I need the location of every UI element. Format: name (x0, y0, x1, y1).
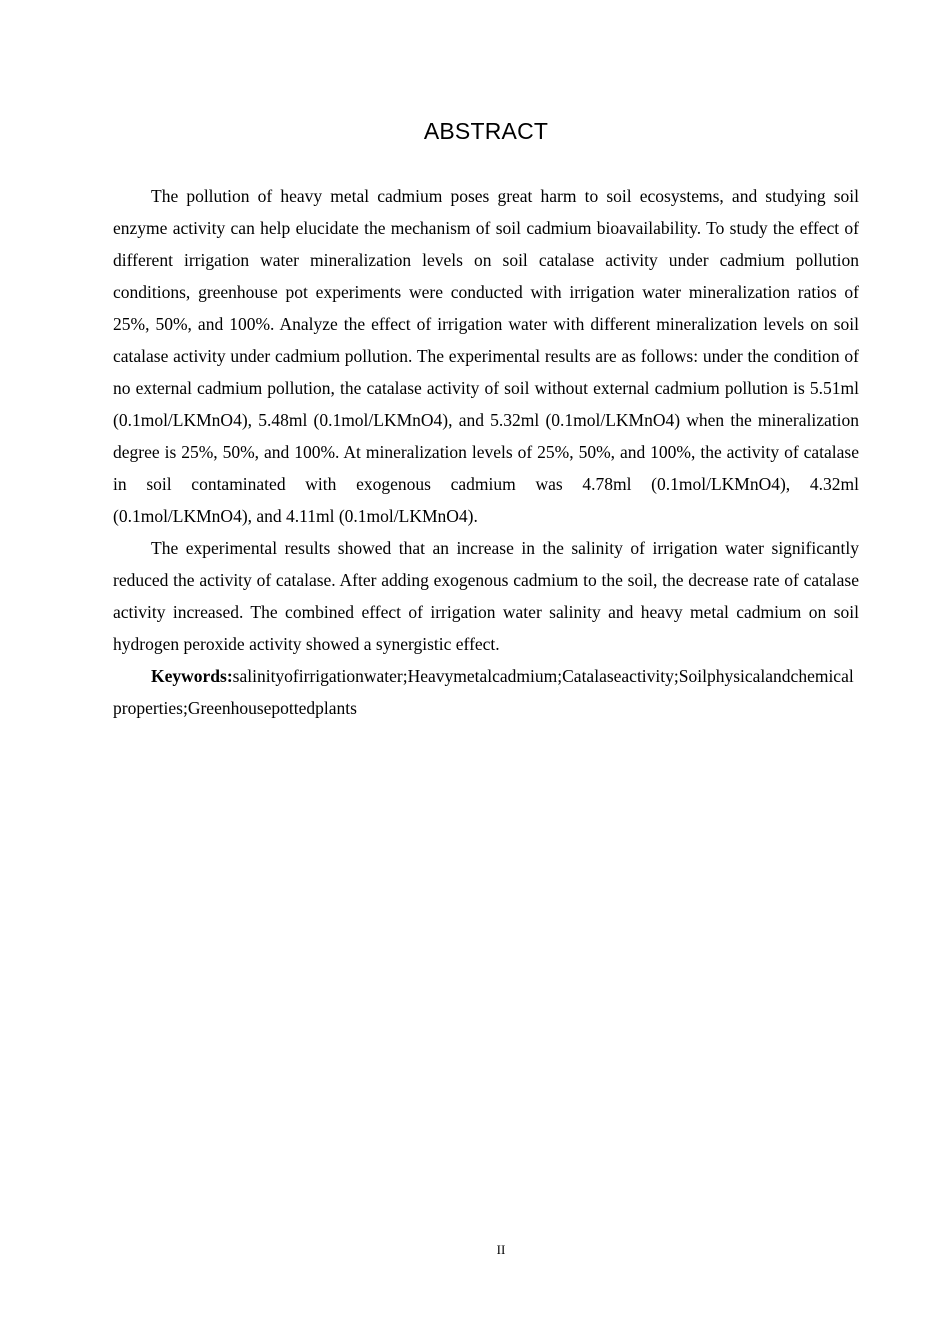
keywords-text: salinityofirrigationwater;Heavymetalcadmium;Catalaseactivity;Soilphysicalandchemicalproperties;Greenhousepottedplants (113, 666, 854, 718)
keywords-line (113, 660, 859, 724)
abstract-title: ABSTRACT (423, 118, 549, 144)
abstract-paragraph-1: The pollution of heavy metal cadmium poses great harm to soil ecosystems, and studying soil enzyme activity can help elucidate the mechanism of soil cadmium bioavailability. To study the effect of different irrigation water mineralization levels on soil catalase activity under cadmium pollution conditions, greenhouse pot experiments were conducted with irrigation water mineralization ratios of 25%, 50%, and 100%. Analyze the effect of irrigation water with different mineralization levels on soil catalase activity under cadmium pollution. The experimental results are as follows: under the condition of no external cadmium pollution, the catalase activity of soil without external cadmium pollution is 5.51ml (0.1mol/LKMnO4), 5.48ml (0.1mol/LKMnO4), and 5.32ml (0.1mol/LKMnO4) when the mineralization degree is 25%, 50%, and 100%. At mineralization levels of 25%, 50%, and 100%, the activity of catalase in soil contaminated with exogenous cadmium was 4.78ml (0.1mol/LKMnO4), 4.32ml (0.1mol/LKMnO4), and 4.11ml (0.1mol/LKMnO4). (113, 186, 859, 526)
keywords-label: Keywords: (151, 666, 233, 686)
abstract-paragraph-2: The experimental results showed that an increase in the salinity of irrigation water significantly reduced the activity of catalase. After adding exogenous cadmium to the soil, the decrease rate of catalase activity increased. The combined effect of irrigation water salinity and heavy metal cadmium on soil hydrogen peroxide activity showed a synergistic effect. (113, 538, 859, 654)
abstract-body (113, 180, 859, 724)
page-number: II (496, 1242, 506, 1257)
